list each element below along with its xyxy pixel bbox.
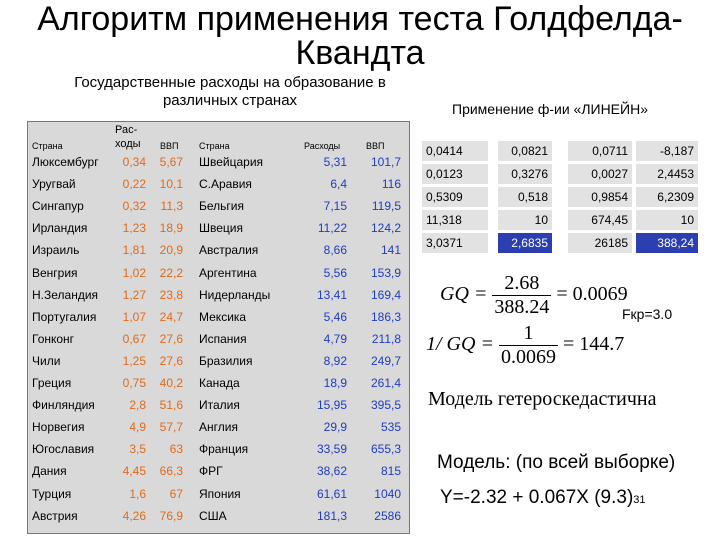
cell-expenses-1: 2,8 [129, 398, 146, 413]
linest-cell: 0,0711 [568, 141, 632, 161]
title-line-1: Алгоритм применения теста Голдфелда- [37, 0, 683, 38]
linest-cell: 10 [498, 210, 552, 230]
linest-cell: 0,0821 [498, 141, 552, 161]
table-subtitle [50, 74, 410, 110]
subtitle-line-2: различных странах [162, 92, 298, 109]
table-row [28, 394, 409, 416]
cell-gdp-2: 655,3 [370, 442, 401, 457]
cell-country-2: США [199, 508, 227, 523]
linest-cell: 674,45 [568, 210, 632, 230]
cell-gdp-1: 57,7 [159, 420, 183, 435]
cell-country-1: Н.Зеландия [32, 287, 99, 302]
cell-gdp-2: 1040 [374, 486, 401, 501]
linest-cell: 11,318 [422, 210, 488, 230]
cell-gdp-1: 27,6 [159, 353, 183, 368]
cell-expenses-1: 1,25 [122, 353, 146, 368]
cell-gdp-2: 186,3 [370, 309, 401, 324]
cell-gdp-1: 23,8 [159, 287, 183, 302]
cell-expenses-1: 1,23 [122, 221, 146, 236]
cell-gdp-2: 141 [380, 243, 401, 258]
cell-expenses-2: 38,62 [316, 464, 347, 479]
cell-expenses-1: 1,02 [122, 265, 146, 280]
inverse-gq-lhs: 1/ GQ = [426, 333, 494, 356]
cell-expenses-2: 15,95 [316, 398, 347, 413]
table-row [28, 217, 409, 239]
table-row [28, 173, 409, 195]
cell-gdp-1: 22,2 [159, 265, 183, 280]
linest-cell: 0,9854 [568, 187, 632, 207]
cell-country-1: Норвегия [32, 420, 85, 435]
cell-country-1: Венгрия [32, 265, 78, 280]
cell-expenses-2: 18,9 [323, 376, 347, 390]
gq-numerator: 2.68 [492, 272, 551, 296]
cell-country-2: Англия [199, 420, 238, 435]
table-row [28, 262, 409, 284]
cell-country-2: Бразилия [199, 353, 253, 368]
cell-expenses-2: 8,92 [323, 353, 347, 368]
cell-expenses-1: 0,75 [122, 376, 146, 390]
cell-gdp-2: 124,2 [370, 221, 401, 236]
table-row [28, 195, 409, 217]
cell-expenses-1: 3,5 [129, 442, 146, 457]
title-line-2: Квандта [295, 34, 425, 72]
cell-gdp-2: 249,7 [370, 353, 401, 368]
cell-gdp-1: 11,3 [160, 199, 183, 214]
cell-country-1: Ирландия [32, 221, 88, 236]
inverse-gq-numerator: 1 [499, 322, 558, 346]
cell-gdp-2: 116 [381, 177, 401, 192]
linest-cell: 6,2309 [636, 187, 698, 207]
table-row [28, 372, 409, 394]
cell-gdp-2: 535 [380, 420, 401, 435]
table-row [28, 306, 409, 328]
critical-f-value: Fкр=3.0 [622, 306, 673, 322]
header-expenses-2: Расходы [304, 141, 341, 151]
cell-country-1: Люксембург [32, 155, 99, 169]
cell-country-2: Япония [199, 486, 241, 501]
cell-country-2: Аргентина [199, 265, 257, 280]
inverse-gq-denominator: 0.0069 [500, 346, 556, 368]
linest-cell: 388,24 [636, 233, 698, 253]
gq-lhs: GQ = [440, 283, 488, 306]
cell-country-1: Греция [32, 376, 72, 390]
table-row [28, 505, 409, 527]
linest-cell: -8,187 [636, 141, 698, 161]
page-title [0, 2, 720, 70]
linest-cell: 0,0414 [422, 141, 488, 161]
cell-gdp-1: 76,9 [159, 508, 183, 523]
cell-expenses-1: 1,27 [122, 287, 146, 302]
cell-expenses-1: 1,07 [122, 309, 146, 324]
cell-expenses-2: 11,22 [317, 221, 347, 236]
header-expenses-1b: ходы [115, 138, 141, 150]
cell-country-1: Австрия [32, 508, 78, 523]
cell-country-1: Сингапур [32, 199, 84, 214]
cell-country-2: Нидерланды [199, 287, 271, 302]
cell-gdp-2: 101,7 [370, 155, 401, 169]
inverse-gq-rhs: = 144.7 [562, 333, 625, 356]
cell-country-2: Франция [199, 442, 249, 457]
cell-expenses-2: 7,15 [323, 199, 347, 214]
cell-gdp-2: 153,9 [370, 265, 401, 280]
linest-cell: 10 [636, 210, 698, 230]
cell-country-1: Израиль [32, 243, 80, 258]
slide-number: 31 [633, 494, 646, 506]
cell-expenses-2: 6,4 [330, 177, 347, 192]
linest-cell: 0,0123 [422, 164, 488, 184]
cell-country-1: Дания [32, 464, 67, 479]
cell-expenses-1: 4,45 [122, 464, 146, 479]
cell-gdp-2: 211,8 [371, 331, 401, 346]
cell-country-2: Бельгия [199, 199, 244, 214]
cell-expenses-1: 0,32 [122, 199, 146, 214]
header-country-1: Страна [32, 141, 63, 151]
cell-expenses-2: 33,59 [316, 442, 347, 457]
cell-expenses-2: 5,56 [323, 265, 347, 280]
cell-country-1: Турция [32, 486, 72, 501]
linest-output-grid [422, 141, 700, 261]
linest-cell: 3,0371 [422, 233, 488, 253]
gq-denominator: 388.24 [494, 296, 550, 318]
inverse-gq-fraction [499, 322, 558, 369]
model-equation [440, 487, 646, 509]
cell-expenses-2: 5,46 [323, 309, 347, 324]
cell-country-2: Мексика [199, 309, 247, 324]
cell-gdp-1: 63 [169, 442, 183, 457]
model-heading: Модель: (по всей выборке) [437, 452, 676, 473]
table-row [28, 284, 409, 306]
cell-gdp-1: 24,7 [159, 309, 183, 324]
linest-cell: 0,518 [498, 187, 552, 207]
cell-expenses-2: 5,31 [323, 155, 347, 169]
table-row [28, 460, 409, 482]
linest-cell: 0,5309 [422, 187, 488, 207]
cell-country-1: Чили [32, 353, 61, 368]
cell-gdp-2: 261,4 [370, 376, 401, 390]
cell-gdp-2: 815 [380, 464, 401, 479]
cell-gdp-1: 67 [169, 486, 183, 501]
cell-country-2: Испания [199, 331, 247, 346]
cell-expenses-1: 1,81 [122, 243, 146, 258]
table-row [28, 239, 409, 261]
cell-gdp-1: 51,6 [159, 398, 183, 413]
cell-expenses-1: 0,22 [122, 177, 146, 192]
table-row [28, 151, 409, 173]
linest-cell: 26185 [568, 233, 632, 253]
linest-cell: 2,6835 [498, 233, 552, 253]
header-expenses-1a: Рас- [115, 124, 138, 136]
subtitle-line-1: Государственные расходы на образование в [74, 74, 386, 91]
cell-expenses-2: 13,41 [316, 287, 347, 302]
table-row [28, 350, 409, 372]
cell-country-1: Гонконг [32, 331, 75, 346]
cell-expenses-2: 181,3 [316, 508, 347, 523]
cell-gdp-2: 169,4 [370, 287, 401, 302]
cell-expenses-1: 0,34 [122, 155, 146, 169]
header-gdp-2: ВВП [366, 141, 385, 151]
expenditure-table [27, 121, 410, 534]
cell-gdp-2: 2586 [374, 508, 401, 523]
table-row [28, 328, 409, 350]
cell-expenses-2: 4,79 [323, 331, 347, 346]
cell-expenses-1: 0,67 [122, 331, 146, 346]
cell-gdp-1: 10,1 [159, 177, 183, 192]
cell-expenses-2: 61,61 [316, 486, 347, 501]
cell-gdp-1: 20,9 [159, 243, 183, 258]
cell-gdp-1: 27,6 [159, 331, 183, 346]
gq-fraction [492, 272, 551, 319]
table-row [28, 438, 409, 460]
cell-country-2: С.Аравия [199, 177, 252, 192]
table-row [28, 483, 409, 505]
linest-caption: Применение ф-ии «ЛИНЕЙН» [452, 101, 648, 117]
cell-country-1: Финляндия [32, 398, 95, 413]
cell-country-2: Швеция [199, 221, 243, 236]
cell-expenses-2: 29,9 [323, 420, 347, 435]
cell-gdp-1: 66,3 [159, 464, 183, 479]
cell-country-1: Португалия [32, 309, 97, 324]
linest-cell: 0,0027 [568, 164, 632, 184]
header-country-2: Страна [199, 141, 230, 151]
cell-country-1: Уругвай [32, 177, 76, 192]
cell-expenses-1: 4,9 [129, 420, 146, 435]
cell-gdp-2: 395,5 [370, 398, 401, 413]
table-row [28, 416, 409, 438]
inverse-gq-formula [426, 322, 624, 369]
linest-cell: 2,4453 [636, 164, 698, 184]
cell-country-1: Югославия [32, 442, 95, 457]
cell-country-2: Италия [199, 398, 240, 413]
cell-country-2: ФРГ [199, 464, 223, 479]
cell-gdp-1: 5,67 [159, 155, 183, 169]
model-equation-text: Y=-2.32 + 0.067X (9.3) [440, 487, 634, 508]
gq-rhs: = 0.0069 [556, 283, 628, 306]
cell-gdp-1: 40,2 [159, 376, 183, 390]
header-gdp-1: ВВП [160, 141, 179, 151]
cell-expenses-1: 4,26 [122, 508, 146, 523]
cell-gdp-2: 119,5 [371, 199, 401, 214]
cell-gdp-1: 18,9 [159, 221, 183, 236]
heteroskedastic-conclusion: Модель гетероскедастична [428, 388, 657, 410]
cell-country-2: Канада [199, 376, 240, 390]
linest-cell: 0,3276 [498, 164, 552, 184]
cell-expenses-1: 1,6 [129, 486, 146, 501]
cell-expenses-2: 8,66 [323, 243, 347, 258]
cell-country-2: Австралия [199, 243, 259, 258]
cell-country-2: Швейцария [199, 155, 264, 169]
gq-formula [440, 272, 628, 319]
